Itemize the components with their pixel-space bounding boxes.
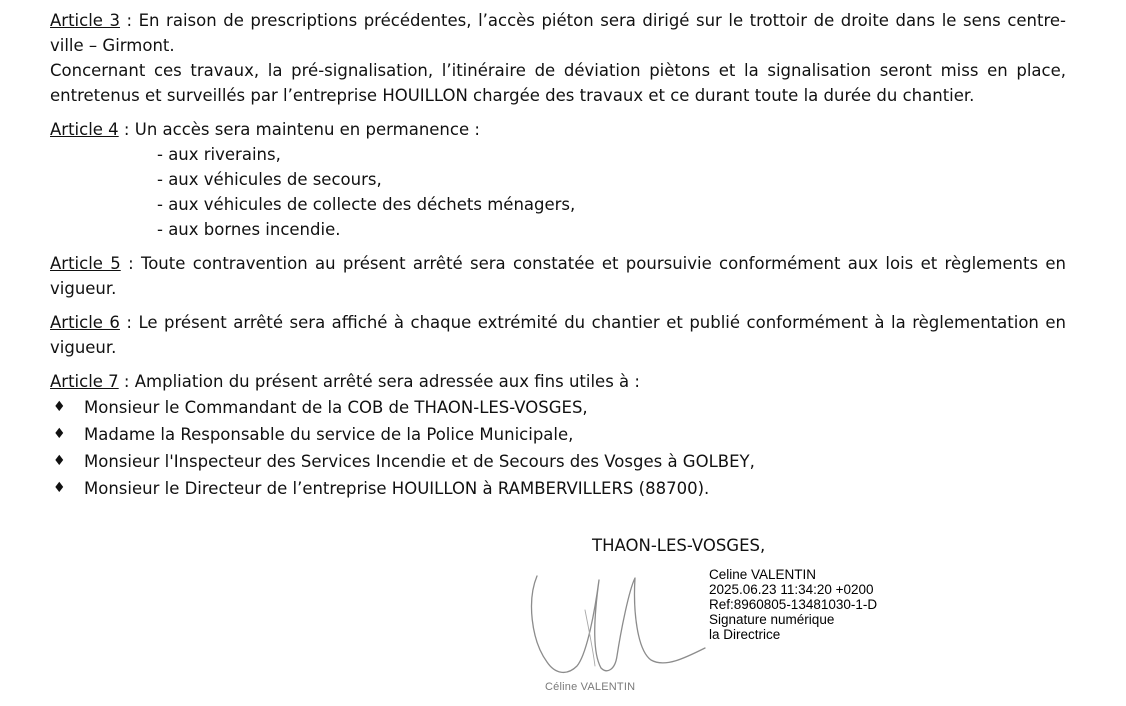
list-item [50, 448, 1066, 475]
list-item: - aux riverains, [157, 145, 281, 164]
article-7-label: Article 7 [50, 372, 119, 391]
article-4 [50, 117, 1066, 142]
recipient-text: Monsieur l'Inspecteur des Services Incendie et de Secours des Vosges à GOLBEY, [84, 452, 755, 471]
article-4-label: Article 4 [50, 120, 119, 139]
article-7 [50, 369, 1066, 394]
recipient-text: Monsieur le Directeur de l’entreprise HOUILLON à RAMBERVILLERS (88700). [84, 479, 710, 498]
list-item: - aux véhicules de secours, [157, 170, 382, 189]
article-6 [50, 310, 1066, 360]
article-5-label: Article 5 [50, 254, 121, 273]
list-item: - aux véhicules de collecte des déchets ménagers, [157, 195, 576, 214]
diamond-bullet-icon: ♦ [53, 480, 66, 496]
diamond-bullet-icon: ♦ [53, 426, 66, 442]
signer-name: Celine VALENTIN [709, 567, 817, 582]
signature-caption: Céline VALENTIN [545, 681, 636, 693]
article-3-continuation: Concernant ces travaux, la pré-signalisation, l’itinéraire de déviation piètons et la signalisation seront miss en place, entretenus et surveillés par l’entreprise HOUILLON chargée des travaux et ce durant toute la durée du chantier. [50, 61, 1066, 105]
list-item: - aux bornes incendie. [157, 220, 341, 239]
document-body [50, 8, 1066, 502]
diamond-bullet-icon: ♦ [53, 399, 66, 415]
signature-kind: Signature numérique [709, 612, 835, 627]
digital-signature-block [709, 567, 877, 642]
diamond-bullet-icon: ♦ [53, 453, 66, 469]
signature-datetime: 2025.06.23 11:34:20 +0200 [709, 582, 874, 597]
signature-reference: Ref:8960805-13481030-1-D [709, 597, 878, 612]
article-5-text: : Toute contravention au présent arrêté sera constatée et poursuivie conformément aux lois et règlements en vigueur. [50, 254, 1066, 298]
article-5 [50, 251, 1066, 301]
article-7-text: : Ampliation du présent arrêté sera adressée aux fins utiles à : [118, 372, 640, 391]
list-item [50, 394, 1066, 421]
recipient-text: Monsieur le Commandant de la COB de THAON-LES-VOSGES, [84, 398, 588, 417]
article-3-text: : En raison de prescriptions précédentes, l’accès piéton sera dirigé sur le trottoir de droite dans le sens centre-ville – Girmont. [50, 11, 1066, 55]
article-3-label: Article 3 [50, 11, 120, 30]
article-6-label: Article 6 [50, 313, 120, 332]
list-item [50, 421, 1066, 448]
article-4-access-list [50, 142, 1066, 242]
recipient-text: Madame la Responsable du service de la Police Municipale, [84, 425, 574, 444]
article-7-recipient-list [50, 394, 1066, 502]
article-3 [50, 8, 1066, 58]
article-6-text: : Le présent arrêté sera affiché à chaque extrémité du chantier et publié conformément à la règlementation en vigueur. [50, 313, 1066, 357]
list-item [50, 475, 1066, 502]
signature-place: THAON-LES-VOSGES, [592, 536, 766, 555]
handwritten-signature [525, 570, 715, 680]
signer-role: la Directrice [709, 627, 781, 642]
article-4-text: : Un accès sera maintenu en permanence : [118, 120, 480, 139]
